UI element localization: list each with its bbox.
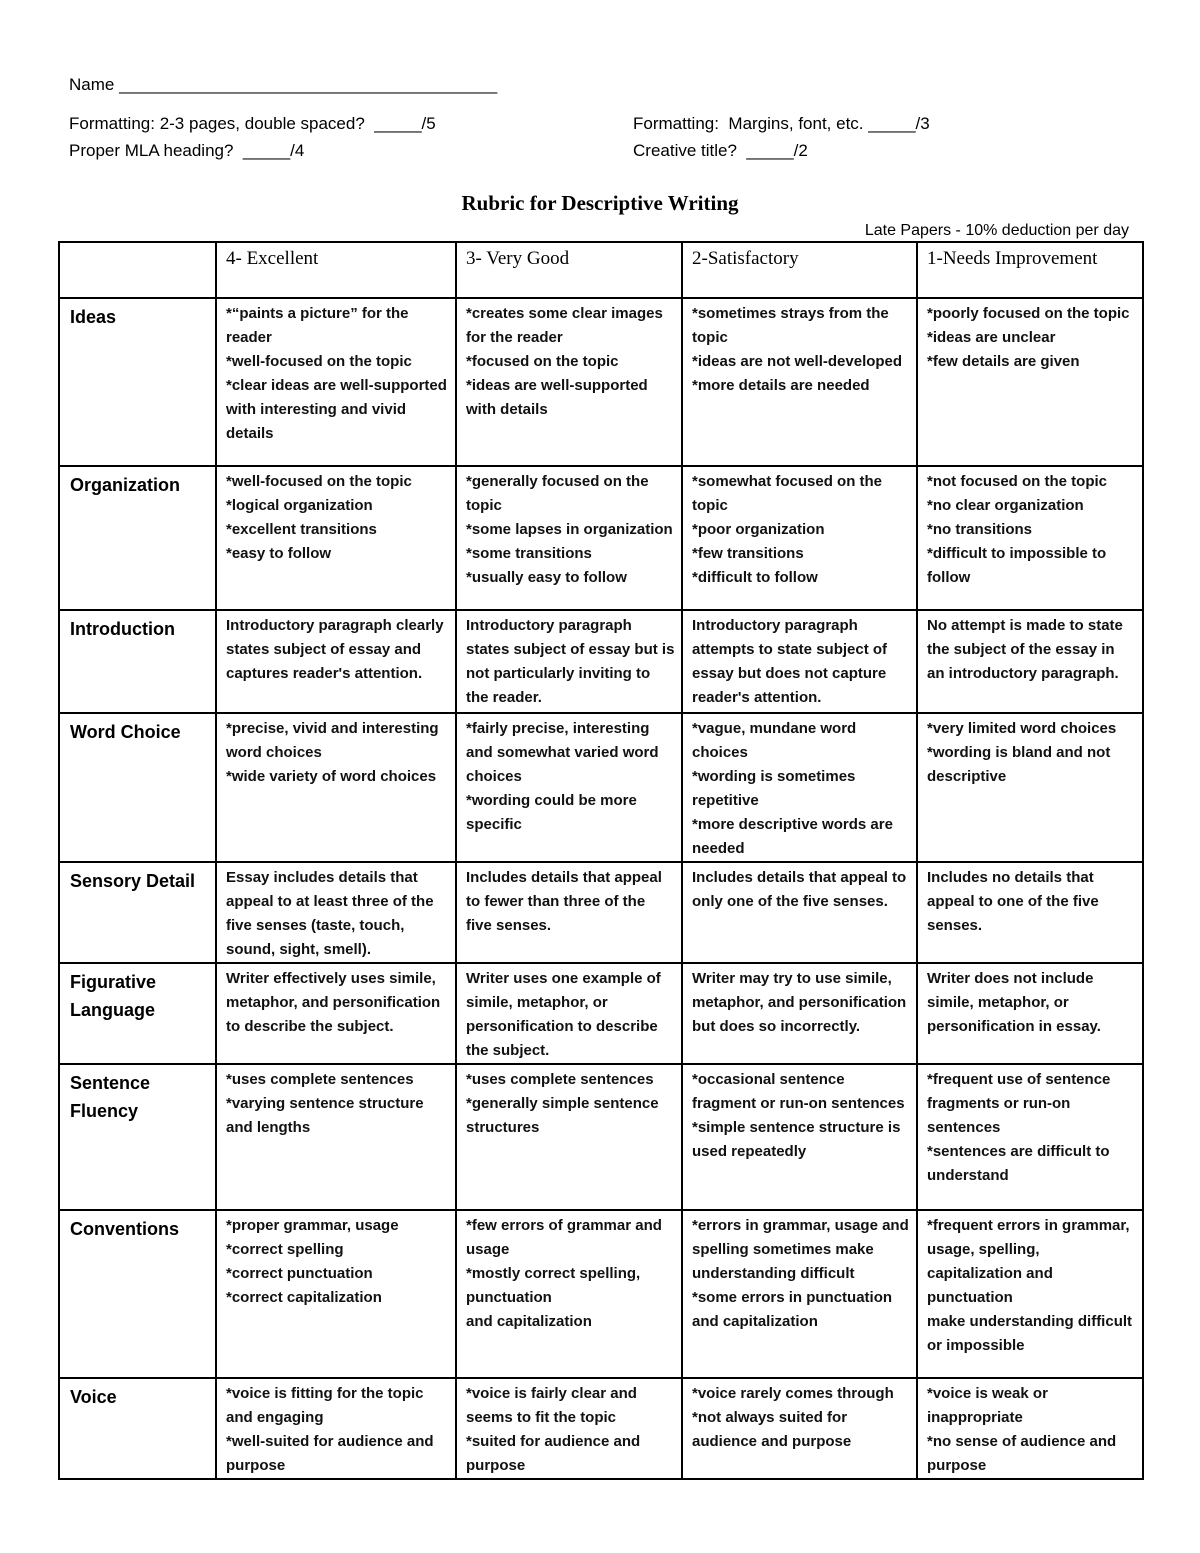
descriptor-excellent: *precise, vivid and interesting word choices *wide variety of word choices: [216, 713, 456, 862]
descriptor-needs-improvement: *frequent errors in grammar, usage, spelling, capitalization and punctuation make understanding difficult or impossible: [917, 1210, 1143, 1378]
descriptor-satisfactory: Includes details that appeal to only one of the five senses.: [682, 862, 917, 963]
descriptor-very-good: Introductory paragraph states subject of essay but is not particularly inviting to the reader.: [456, 610, 682, 713]
criterion-label: Conventions: [59, 1210, 216, 1378]
descriptor-excellent: *“paints a picture” for the reader *well-focused on the topic *clear ideas are well-supported with interesting and vivid details: [216, 298, 456, 466]
descriptor-satisfactory: Introductory paragraph attempts to state subject of essay but does not capture reader's attention.: [682, 610, 917, 713]
descriptor-needs-improvement: Writer does not include simile, metaphor, or personification in essay.: [917, 963, 1143, 1064]
table-row-sentence-fluency: [59, 1064, 1143, 1210]
descriptor-very-good: *few errors of grammar and usage *mostly correct spelling, punctuation and capitalization: [456, 1210, 682, 1378]
descriptor-excellent: Introductory paragraph clearly states subject of essay and captures reader's attention.: [216, 610, 456, 713]
criterion-label: Introduction: [59, 610, 216, 713]
column-header-needs-improvement: 1-Needs Improvement: [917, 242, 1143, 298]
descriptor-excellent: Essay includes details that appeal to at least three of the five senses (taste, touch, sound, sight, smell).: [216, 862, 456, 963]
mla-heading-score: Proper MLA heading? _____/4: [69, 141, 305, 160]
criterion-label: Ideas: [59, 298, 216, 466]
column-header-excellent: 4- Excellent: [216, 242, 456, 298]
table-row-introduction: [59, 610, 1143, 713]
table-row-figurative-language: [59, 963, 1143, 1064]
descriptor-very-good: *fairly precise, interesting and somewhat varied word choices *wording could be more specific: [456, 713, 682, 862]
late-papers-note: Late Papers - 10% deduction per day: [864, 222, 1129, 239]
formatting-pages-score: Formatting: 2-3 pages, double spaced? _____/5: [69, 114, 436, 133]
formatting-margins-score: Formatting: Margins, font, etc. _____/3: [633, 114, 930, 133]
table-row-conventions: [59, 1210, 1143, 1378]
descriptor-satisfactory: *occasional sentence fragment or run-on sentences *simple sentence structure is used repeatedly: [682, 1064, 917, 1210]
descriptor-excellent: *well-focused on the topic *logical organization *excellent transitions *easy to follow: [216, 466, 456, 610]
descriptor-excellent: *uses complete sentences *varying sentence structure and lengths: [216, 1064, 456, 1210]
descriptor-excellent: *proper grammar, usage *correct spelling *correct punctuation *correct capitalization: [216, 1210, 456, 1378]
criterion-label: Word Choice: [59, 713, 216, 862]
criterion-label: Sensory Detail: [59, 862, 216, 963]
descriptor-needs-improvement: *poorly focused on the topic *ideas are unclear *few details are given: [917, 298, 1143, 466]
descriptor-very-good: Includes details that appeal to fewer than three of the five senses.: [456, 862, 682, 963]
descriptor-satisfactory: *vague, mundane word choices *wording is sometimes repetitive *more descriptive words are needed: [682, 713, 917, 862]
descriptor-satisfactory: *sometimes strays from the topic *ideas are not well-developed *more details are needed: [682, 298, 917, 466]
descriptor-very-good: Writer uses one example of simile, metaphor, or personification to describe the subject.: [456, 963, 682, 1064]
descriptor-satisfactory: Writer may try to use simile, metaphor, and personification but does so incorrectly.: [682, 963, 917, 1064]
descriptor-very-good: *uses complete sentences *generally simple sentence structures: [456, 1064, 682, 1210]
column-header-blank: [59, 242, 216, 298]
descriptor-excellent: *voice is fitting for the topic and engaging *well-suited for audience and purpose: [216, 1378, 456, 1479]
descriptor-needs-improvement: *frequent use of sentence fragments or run-on sentences *sentences are difficult to understand: [917, 1064, 1143, 1210]
table-row-voice: [59, 1378, 1143, 1479]
rubric-table: [58, 241, 1144, 1480]
table-row-sensory-detail: [59, 862, 1143, 963]
descriptor-needs-improvement: No attempt is made to state the subject of the essay in an introductory paragraph.: [917, 610, 1143, 713]
criterion-label: Voice: [59, 1378, 216, 1479]
descriptor-very-good: *creates some clear images for the reader *focused on the topic *ideas are well-supported with details: [456, 298, 682, 466]
descriptor-very-good: *generally focused on the topic *some lapses in organization *some transitions *usually easy to follow: [456, 466, 682, 610]
table-row-organization: [59, 466, 1143, 610]
header-row: [59, 242, 1143, 298]
column-header-satisfactory: 2-Satisfactory: [682, 242, 917, 298]
name-line[interactable]: Name ________________________________________: [69, 75, 498, 94]
descriptor-satisfactory: *somewhat focused on the topic *poor organization *few transitions *difficult to follow: [682, 466, 917, 610]
table-row-ideas: [59, 298, 1143, 466]
descriptor-very-good: *voice is fairly clear and seems to fit the topic *suited for audience and purpose: [456, 1378, 682, 1479]
criterion-label: Figurative Language: [59, 963, 216, 1064]
rubric-title: Rubric for Descriptive Writing: [461, 191, 739, 215]
descriptor-needs-improvement: Includes no details that appeal to one of the five senses.: [917, 862, 1143, 963]
column-header-very-good: 3- Very Good: [456, 242, 682, 298]
table-row-word-choice: [59, 713, 1143, 862]
criterion-label: Organization: [59, 466, 216, 610]
descriptor-needs-improvement: *very limited word choices *wording is bland and not descriptive: [917, 713, 1143, 862]
descriptor-satisfactory: *errors in grammar, usage and spelling sometimes make understanding difficult *some errors in punctuation and capitalization: [682, 1210, 917, 1378]
descriptor-excellent: Writer effectively uses simile, metaphor, and personification to describe the subject.: [216, 963, 456, 1064]
descriptor-satisfactory: *voice rarely comes through *not always suited for audience and purpose: [682, 1378, 917, 1479]
criterion-label: Sentence Fluency: [59, 1064, 216, 1210]
creative-title-score: Creative title? _____/2: [633, 141, 808, 160]
descriptor-needs-improvement: *not focused on the topic *no clear organization *no transitions *difficult to impossible to follow: [917, 466, 1143, 610]
descriptor-needs-improvement: *voice is weak or inappropriate *no sense of audience and purpose: [917, 1378, 1143, 1479]
